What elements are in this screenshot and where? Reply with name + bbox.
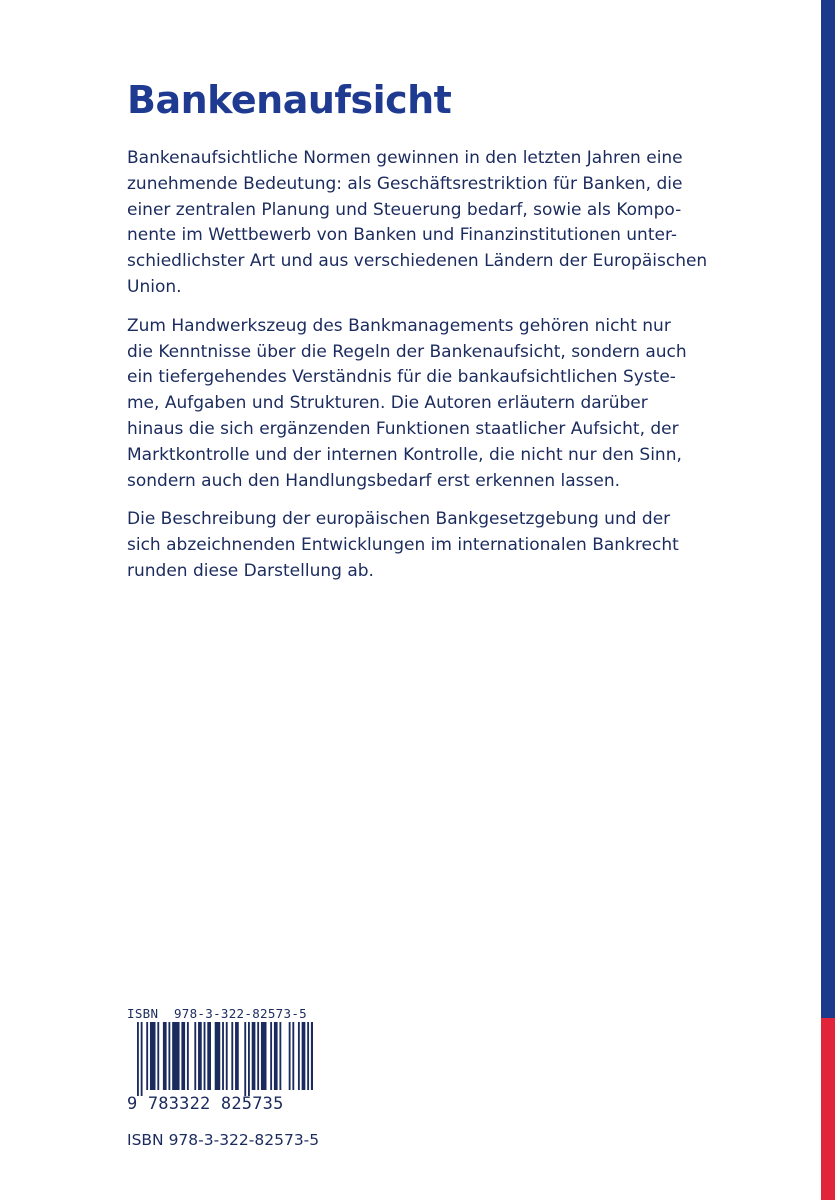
barcode-bar — [302, 1022, 306, 1090]
barcode-bar — [222, 1022, 224, 1090]
text-line: sondern auch den Handlungsbedarf erst erkennen lassen. — [127, 470, 621, 491]
isbn-barcode — [127, 1006, 317, 1116]
barcode-bar — [163, 1022, 167, 1090]
blurb-paragraph-3 — [127, 507, 717, 584]
barcode-bar — [248, 1022, 250, 1096]
barcode-bar — [141, 1022, 143, 1096]
barcode-bar — [226, 1022, 228, 1090]
spine-blue-band — [821, 0, 835, 1018]
text-line: schiedlichster Art und aus verschiedenen Ländern der Europäischen — [127, 251, 708, 272]
barcode-bar — [292, 1022, 294, 1090]
barcode-bar — [311, 1022, 313, 1090]
text-line: die Kenntnisse über die Regeln der Bankenaufsicht, sondern auch — [127, 341, 687, 362]
spine-red-band — [821, 1018, 835, 1200]
barcode-bar — [307, 1022, 309, 1090]
barcode-bar — [146, 1022, 148, 1090]
barcode-bar — [168, 1022, 170, 1090]
barcode-bar — [252, 1022, 256, 1090]
barcode-bar — [198, 1022, 202, 1090]
barcode-bar — [279, 1022, 281, 1090]
blurb — [127, 146, 717, 598]
isbn-number: ISBN 978-3-322-82573-5 — [127, 1131, 320, 1149]
text-line: runden diese Darstellung ab. — [127, 560, 374, 581]
barcode-bars-icon — [137, 1022, 313, 1096]
barcode-bar — [150, 1022, 156, 1090]
barcode-bar — [270, 1022, 272, 1090]
text-line: Union. — [127, 276, 182, 297]
barcode-bar — [261, 1022, 267, 1090]
text-line: me, Aufgaben und Strukturen. Die Autoren erläutern darüber — [127, 393, 648, 414]
text-line: ein tiefergehendes Verständnis für die bankaufsichtlichen Syste- — [127, 367, 676, 388]
text-line: sich abzeichnenden Entwicklungen im internationalen Bankrecht — [127, 535, 679, 556]
barcode-bar — [231, 1022, 233, 1090]
text-line: einer zentralen Planung und Steuerung bedarf, sowie als Kompo- — [127, 199, 682, 220]
barcode-bar — [137, 1022, 139, 1096]
barcode-bar — [235, 1022, 239, 1090]
barcode-isbn-label: ISBN 978-3-322-82573-5 — [127, 1006, 307, 1021]
text-line: zunehmende Bedeutung: als Geschäftsrestriktion für Banken, die — [127, 173, 683, 194]
barcode-bar — [215, 1022, 221, 1090]
barcode-digits: 9 783322 825735 — [127, 1094, 284, 1114]
barcode-bar — [289, 1022, 291, 1090]
barcode-bar — [274, 1022, 278, 1090]
barcode-bar — [187, 1022, 189, 1090]
blurb-paragraph-2 — [127, 314, 717, 495]
blurb-paragraph-1 — [127, 146, 717, 301]
book-title: Bankenaufsicht — [127, 78, 452, 122]
barcode-bar — [244, 1022, 246, 1096]
text-line: hinaus die sich ergänzenden Funktionen staatlicher Aufsicht, der — [127, 418, 679, 439]
barcode-bar — [172, 1022, 179, 1090]
barcode-bar — [207, 1022, 211, 1090]
barcode-bar — [257, 1022, 259, 1090]
text-line: nente im Wettbewerb von Banken und Finanzinstitutionen unter- — [127, 225, 677, 246]
barcode-bar — [157, 1022, 159, 1090]
barcode-bar — [204, 1022, 206, 1090]
text-line: Die Beschreibung der europäischen Bankgesetzgebung und der — [127, 509, 671, 530]
barcode-bar — [181, 1022, 185, 1090]
text-line: Zum Handwerkszeug des Bankmanagements gehören nicht nur — [127, 315, 671, 336]
text-line: Bankenaufsichtliche Normen gewinnen in den letzten Jahren eine — [127, 148, 683, 168]
barcode-bar — [194, 1022, 196, 1090]
text-line: Marktkontrolle und der internen Kontrolle, die nicht nur den Sinn, — [127, 444, 682, 465]
barcode-bar — [298, 1022, 300, 1090]
